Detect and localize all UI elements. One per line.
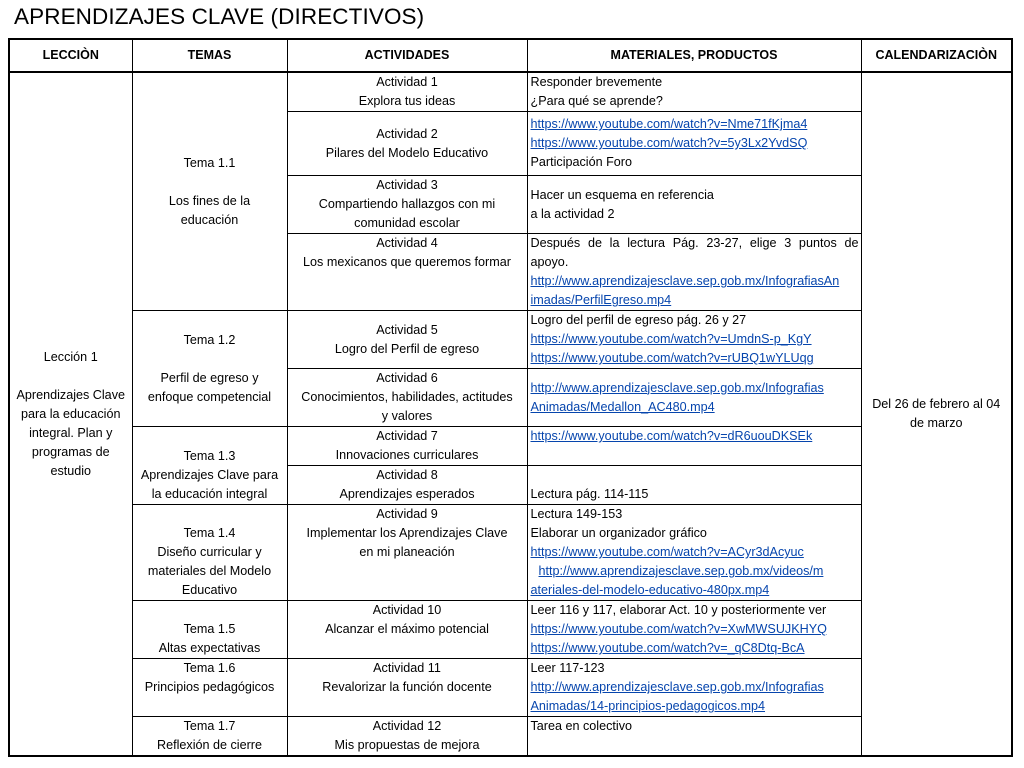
video-link[interactable]: https://www.youtube.com/watch?v=XwMWSUJKHYQ: [530, 622, 827, 636]
video-link[interactable]: https://www.youtube.com/watch?v=dR6uouDKSEk: [530, 429, 813, 443]
materiales-5: Logro del perfil de egreso pág. 26 y 27 https://www.youtube.com/watch?v=UmdnS-p_KgY https://www.youtube.com/watch?v=rUBQ1wYLUqg: [527, 311, 861, 369]
tema-1-4: Tema 1.4 Diseño curricular y materiales del Modelo Educativo: [132, 505, 287, 601]
materiales-11: Leer 117-123 http://www.aprendizajesclave.sep.gob.mx/Infografias Animadas/14-principios-pedagogicos.mp4: [527, 659, 861, 717]
video-link[interactable]: https://www.youtube.com/watch?v=ACyr3dAcyuc: [530, 545, 804, 559]
actividad-3: Actividad 3 Compartiendo hallazgos con mi comunidad escolar: [287, 176, 527, 234]
actividad-7: Actividad 7 Innovaciones curriculares: [287, 427, 527, 466]
actividad-12: Actividad 12 Mis propuestas de mejora: [287, 717, 527, 757]
video-link[interactable]: http://www.aprendizajesclave.sep.gob.mx/videos/m: [538, 564, 824, 578]
actividad-1: Actividad 1 Explora tus ideas: [287, 72, 527, 112]
header-calendarizacion: CALENDARIZACIÒN: [861, 39, 1012, 72]
materiales-9: Lectura 149-153 Elaborar un organizador gráfico https://www.youtube.com/watch?v=ACyr3dAcyuc http://www.aprendizajesclave.sep.gob.mx/videos/m ateriales-del-modelo-educativo-480px.mp4: [527, 505, 861, 601]
video-link[interactable]: https://www.youtube.com/watch?v=Nme71fKjma4: [530, 117, 808, 131]
tema-1-7: Tema 1.7 Reflexión de cierre: [132, 717, 287, 757]
video-link[interactable]: Animadas/14-principios-pedagogicos.mp4: [530, 699, 766, 713]
page-title: APRENDIZAJES CLAVE (DIRECTIVOS): [14, 4, 425, 29]
video-link[interactable]: ateriales-del-modelo-educativo-480px.mp4: [530, 583, 770, 597]
header-materiales: MATERIALES, PRODUCTOS: [527, 39, 861, 72]
video-link[interactable]: http://www.aprendizajesclave.sep.gob.mx/Infografias: [530, 380, 824, 395]
materiales-12: Tarea en colectivo: [527, 717, 861, 757]
video-link[interactable]: imadas/PerfilEgreso.mp4: [530, 293, 672, 307]
materiales-4: Después de la lectura Pág. 23-27, elige 3 puntos de apoyo. http://www.aprendizajesclave.sep.gob.mx/InfografiasAn imadas/PerfilEgreso.mp4: [527, 234, 861, 311]
actividad-4: Actividad 4 Los mexicanos que queremos formar: [287, 234, 527, 311]
materiales-7: [527, 427, 861, 466]
video-link[interactable]: Animadas/Medallon_AC480.mp4: [530, 399, 715, 414]
actividad-11: Actividad 11 Revalorizar la función docente: [287, 659, 527, 717]
video-link[interactable]: https://www.youtube.com/watch?v=_qC8Dtq-BcA: [530, 641, 805, 655]
header-temas: TEMAS: [132, 39, 287, 72]
materiales-2: https://www.youtube.com/watch?v=Nme71fKjma4 https://www.youtube.com/watch?v=5y3Lx2YvdSQ Participación Foro: [527, 112, 861, 176]
video-link[interactable]: https://www.youtube.com/watch?v=5y3Lx2YvdSQ: [530, 136, 808, 150]
actividad-2: Actividad 2 Pilares del Modelo Educativo: [287, 112, 527, 176]
schedule-table: [8, 38, 1013, 757]
video-link[interactable]: https://www.youtube.com/watch?v=rUBQ1wYLUqg: [530, 351, 814, 365]
tema-1-3: Tema 1.3 Aprendizajes Clave para la educación integral: [132, 427, 287, 505]
video-link[interactable]: http://www.aprendizajesclave.sep.gob.mx/Infografias: [530, 680, 824, 694]
tema-1-5: Tema 1.5 Altas expectativas: [132, 601, 287, 659]
materiales-3: Hacer un esquema en referencia a la actividad 2: [527, 176, 861, 234]
video-link[interactable]: http://www.aprendizajesclave.sep.gob.mx/InfografiasAn: [530, 274, 840, 288]
leccion-cell: Lección 1 Aprendizajes Clave para la educación integral. Plan y programas de estudio: [9, 72, 132, 756]
actividad-9: Actividad 9 Implementar los Aprendizajes Clave en mi planeación: [287, 505, 527, 601]
tema-1-6: Tema 1.6 Principios pedagógicos: [132, 659, 287, 717]
calendar-cell: Del 26 de febrero al 04 de marzo: [861, 72, 1012, 756]
tema-1-2: Tema 1.2 Perfil de egreso y enfoque competencial: [132, 311, 287, 427]
actividad-5: Actividad 5 Logro del Perfil de egreso: [287, 311, 527, 369]
table-row: [9, 72, 1012, 112]
leccion-name: Lección 1: [43, 349, 98, 364]
header-row: [9, 39, 1012, 72]
header-leccion: LECCIÒN: [9, 39, 132, 72]
actividad-6: Actividad 6 Conocimientos, habilidades, actitudes y valores: [287, 369, 527, 427]
tema-1-1: Tema 1.1 Los fines de la educación: [132, 72, 287, 311]
header-actividades: ACTIVIDADES: [287, 39, 527, 72]
materiales-6: [527, 369, 861, 427]
video-link[interactable]: https://www.youtube.com/watch?v=UmdnS-p_KgY: [530, 332, 812, 346]
actividad-8: Actividad 8 Aprendizajes esperados: [287, 466, 527, 505]
materiales-10: Leer 116 y 117, elaborar Act. 10 y posteriormente ver https://www.youtube.com/watch?v=XwMWSUJKHYQ https://www.youtube.com/watch?v=_qC8Dtq-BcA: [527, 601, 861, 659]
materiales-8: Lectura pág. 114-115: [527, 466, 861, 505]
actividad-10: Actividad 10 Alcanzar el máximo potencial: [287, 601, 527, 659]
materiales-1: Responder brevemente ¿Para qué se aprende?: [527, 72, 861, 112]
